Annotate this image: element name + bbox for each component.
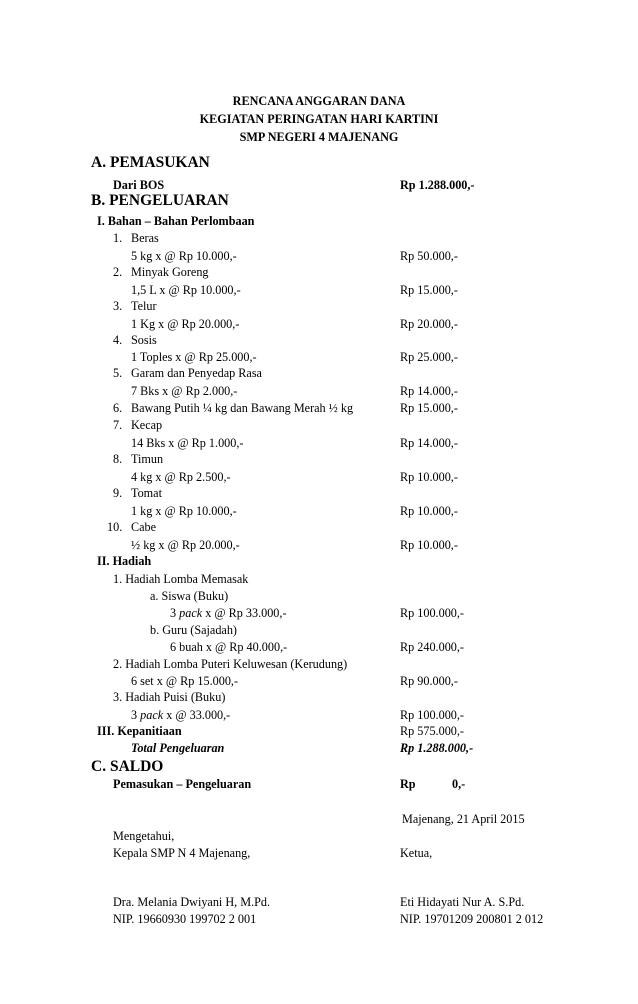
left-signer-title: Kepala SMP N 4 Majenang, bbox=[113, 846, 251, 860]
total-label: Total Pengeluaran bbox=[131, 741, 225, 755]
item-name: Telur bbox=[131, 299, 157, 313]
section2-title: II. Hadiah bbox=[97, 554, 152, 568]
item-name: Bawang Putih ¼ kg dan Bawang Merah ½ kg bbox=[131, 401, 354, 415]
right-signer-title: Ketua, bbox=[400, 846, 433, 860]
item-detail: 1,5 L x @ Rp 10.000,- bbox=[131, 283, 241, 297]
item-name: Garam dan Penyedap Rasa bbox=[131, 366, 262, 380]
item-num: 10. bbox=[107, 520, 123, 534]
pemasukan-heading: A. PEMASUKAN bbox=[91, 154, 210, 171]
total-amount: Rp 1.288.000,- bbox=[400, 741, 474, 755]
item-amount: Rp 14.000,- bbox=[400, 384, 458, 398]
left-signer-name: Dra. Melania Dwiyani H, M.Pd. bbox=[113, 895, 271, 909]
hadiah-item-2-amount: Rp 90.000,- bbox=[400, 674, 458, 688]
item-name: Kecap bbox=[131, 418, 163, 432]
item-amount: Rp 10.000,- bbox=[400, 504, 458, 518]
header-line-2: KEGIATAN PERINGATAN HARI KARTINI bbox=[199, 112, 439, 126]
hadiah-item-2: 2. Hadiah Lomba Puteri Keluwesan (Kerudung) bbox=[113, 657, 348, 671]
item-detail: 1 kg x @ Rp 10.000,- bbox=[131, 504, 237, 518]
hadiah-item-3-detail: 3 pack x @ 33.000,- bbox=[131, 708, 231, 722]
item-name: Cabe bbox=[131, 520, 157, 534]
item-detail: ½ kg x @ Rp 20.000,- bbox=[131, 538, 240, 552]
item-amount: Rp 15.000,- bbox=[400, 283, 458, 297]
item-name: Sosis bbox=[131, 333, 157, 347]
item-detail: 1 Toples x @ Rp 25.000,- bbox=[131, 350, 257, 364]
item-num: 6. bbox=[113, 401, 123, 415]
pemasukan-amount: Rp 1.288.000,- bbox=[400, 178, 475, 192]
item-amount: Rp 50.000,- bbox=[400, 249, 458, 263]
saldo-rp: Rp bbox=[400, 777, 416, 791]
hadiah-item-1: 1. Hadiah Lomba Memasak bbox=[113, 572, 249, 586]
item-name: Minyak Goreng bbox=[131, 265, 209, 279]
item-detail: 1 Kg x @ Rp 20.000,- bbox=[131, 317, 240, 331]
saldo-label: Pemasukan – Pengeluaran bbox=[113, 777, 252, 791]
pemasukan-label: Dari BOS bbox=[113, 178, 165, 192]
left-signer-nip: NIP. 19660930 199702 2 001 bbox=[113, 912, 257, 926]
header-line-1: RENCANA ANGGARAN DANA bbox=[232, 94, 406, 108]
item-detail: 5 kg x @ Rp 10.000,- bbox=[131, 249, 237, 263]
item-amount: Rp 10.000,- bbox=[400, 470, 458, 484]
hadiah-item-3-amount: Rp 100.000,- bbox=[400, 708, 464, 722]
saldo-heading: C. SALDO bbox=[91, 758, 164, 775]
item-num: 5. bbox=[113, 366, 123, 380]
item-name: Beras bbox=[131, 231, 159, 245]
hadiah-sub-b-detail: 6 buah x @ Rp 40.000,- bbox=[170, 640, 288, 654]
header-line-3: SMP NEGERI 4 MAJENANG bbox=[239, 130, 399, 144]
item-detail: 4 kg x @ Rp 2.500,- bbox=[131, 470, 231, 484]
item-num: 7. bbox=[113, 418, 123, 432]
saldo-value: 0,- bbox=[452, 777, 466, 791]
right-signer-nip: NIP. 19701209 200801 2 012 bbox=[400, 912, 544, 926]
hadiah-sub-b-amount: Rp 240.000,- bbox=[400, 640, 464, 654]
mengetahui: Mengetahui, bbox=[113, 829, 175, 843]
item-num: 2. bbox=[113, 265, 123, 279]
item-amount: Rp 14.000,- bbox=[400, 436, 458, 450]
place-date: Majenang, 21 April 2015 bbox=[402, 812, 525, 826]
hadiah-sub-a-amount: Rp 100.000,- bbox=[400, 606, 464, 620]
item-amount: Rp 25.000,- bbox=[400, 350, 458, 364]
item-num: 4. bbox=[113, 333, 123, 347]
section3-title: III. Kepanitiaan bbox=[97, 724, 182, 738]
hadiah-sub-a-detail: 3 pack x @ Rp 33.000,- bbox=[170, 606, 287, 620]
item-detail: 7 Bks x @ Rp 2.000,- bbox=[131, 384, 238, 398]
item-name: Timun bbox=[131, 452, 164, 466]
hadiah-sub-a: a. Siswa (Buku) bbox=[150, 589, 229, 603]
section3-amount: Rp 575.000,- bbox=[400, 724, 464, 738]
hadiah-item-2-detail: 6 set x @ Rp 15.000,- bbox=[131, 674, 239, 688]
item-num: 1. bbox=[113, 231, 123, 245]
section1-title: I. Bahan – Bahan Perlombaan bbox=[97, 214, 255, 228]
item-num: 8. bbox=[113, 452, 123, 466]
hadiah-item-3: 3. Hadiah Puisi (Buku) bbox=[113, 690, 226, 704]
item-detail: 14 Bks x @ Rp 1.000,- bbox=[131, 436, 244, 450]
item-num: 3. bbox=[113, 299, 123, 313]
pengeluaran-heading: B. PENGELUARAN bbox=[91, 192, 229, 209]
item-amount: Rp 15.000,- bbox=[400, 401, 458, 415]
item-num: 9. bbox=[113, 486, 123, 500]
item-name: Tomat bbox=[131, 486, 162, 500]
right-signer-name: Eti Hidayati Nur A. S.Pd. bbox=[400, 895, 525, 909]
hadiah-sub-b: b. Guru (Sajadah) bbox=[150, 623, 237, 637]
item-amount: Rp 10.000,- bbox=[400, 538, 458, 552]
item-amount: Rp 20.000,- bbox=[400, 317, 458, 331]
